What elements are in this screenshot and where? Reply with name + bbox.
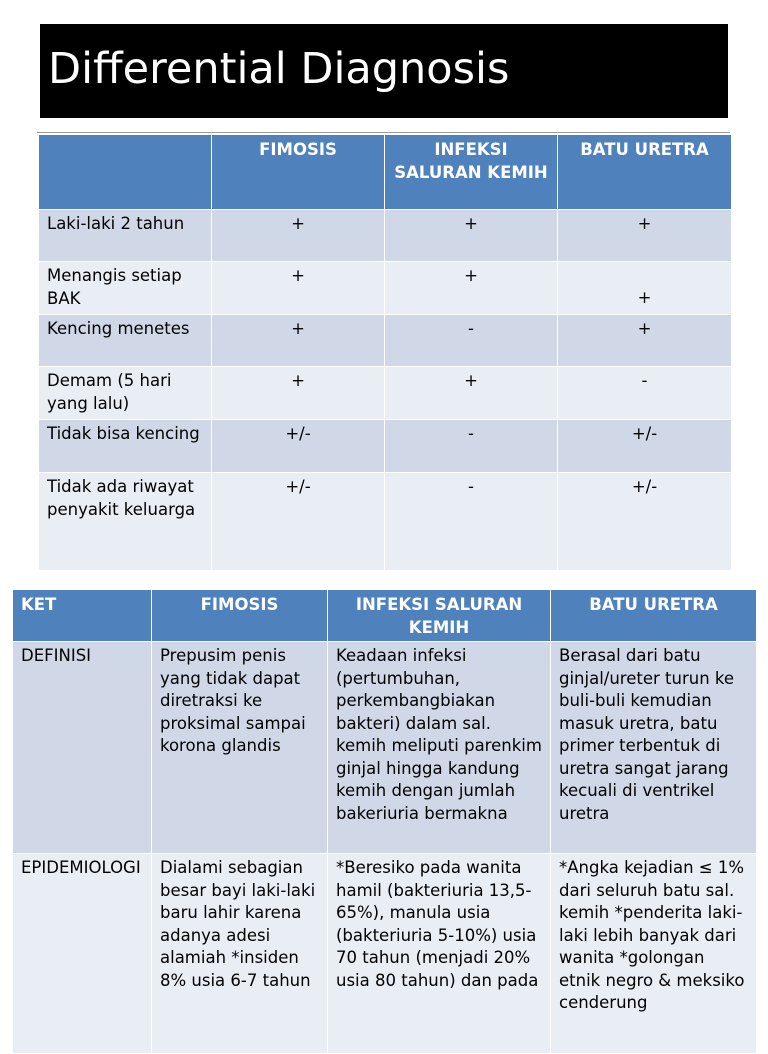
table-header-row: [39, 135, 732, 210]
cell-batu: +/-: [558, 420, 732, 473]
row-label: Demam (5 hari yang lalu): [39, 367, 212, 420]
header-batu-uretra: BATU URETRA: [551, 590, 757, 642]
table-row: [13, 642, 757, 854]
slide-title: Differential Diagnosis: [40, 24, 728, 118]
cell-fimosis: +/-: [212, 420, 385, 473]
table-row: [39, 473, 732, 571]
cell-batu: +: [558, 210, 732, 262]
cell-fimosis: Prepusim penis yang tidak dapat diretraksi ke proksimal sampai korona glandis: [152, 642, 328, 854]
row-label: DEFINISI: [13, 642, 152, 854]
definition-comparison-table: [12, 589, 757, 1054]
row-label: EPIDEMIOLOGI: [13, 854, 152, 1054]
header-fimosis: FIMOSIS: [212, 135, 385, 210]
header-fimosis: FIMOSIS: [152, 590, 328, 642]
cell-batu: *Angka kejadian ≤ 1% dari seluruh batu sal. kemih *penderita laki-laki lebih banyak dari wanita *golongan etnik negro & meksiko cenderung: [551, 854, 757, 1054]
title-divider: [37, 132, 730, 133]
cell-isk: +: [385, 367, 558, 420]
header-empty: [39, 135, 212, 210]
header-ket: KET: [13, 590, 152, 642]
cell-isk: -: [385, 420, 558, 473]
cell-isk: +: [385, 210, 558, 262]
table-header-row: [13, 590, 757, 642]
row-label: Tidak ada riwayat penyakit keluarga: [39, 473, 212, 571]
row-label: Kencing menetes: [39, 315, 212, 367]
table-row: [39, 262, 732, 315]
cell-fimosis: +/-: [212, 473, 385, 571]
table-row: [39, 367, 732, 420]
cell-fimosis: +: [212, 210, 385, 262]
row-label: Tidak bisa kencing: [39, 420, 212, 473]
cell-fimosis: +: [212, 262, 385, 315]
symptom-comparison-table: [38, 134, 732, 571]
cell-isk: *Beresiko pada wanita hamil (bakteriuria 13,5-65%), manula usia (bakteriuria 5-10%) usia 70 tahun (menjadi 20% usia 80 tahun) dan pada: [328, 854, 551, 1054]
cell-isk: +: [385, 262, 558, 315]
cell-batu: [558, 262, 732, 315]
header-isk: INFEKSI SALURAN KEMIH: [385, 135, 558, 210]
cell-batu-value: +: [637, 288, 652, 307]
row-label: Laki-laki 2 tahun: [39, 210, 212, 262]
cell-isk: -: [385, 315, 558, 367]
cell-isk: Keadaan infeksi (pertumbuhan, perkembangbiakan bakteri) dalam sal. kemih meliputi parenkim ginjal hingga kandung kemih dengan jumlah bakeriuria bermakna: [328, 642, 551, 854]
cell-batu: Berasal dari batu ginjal/ureter turun ke buli-buli kemudian masuk uretra, batu primer terbentuk di uretra sangat jarang kecuali di ventrikel uretra: [551, 642, 757, 854]
table-row: [39, 210, 732, 262]
cell-batu: -: [558, 367, 732, 420]
row-label: Menangis setiap BAK: [39, 262, 212, 315]
table-row: [39, 315, 732, 367]
cell-batu: +: [558, 315, 732, 367]
header-isk: INFEKSI SALURAN KEMIH: [328, 590, 551, 642]
cell-fimosis: Dialami sebagian besar bayi laki-laki baru lahir karena adanya adesi alamiah *insiden 8% usia 6-7 tahun: [152, 854, 328, 1054]
header-batu-uretra: BATU URETRA: [558, 135, 732, 210]
cell-isk: -: [385, 473, 558, 571]
table-row: [39, 420, 732, 473]
cell-fimosis: +: [212, 315, 385, 367]
cell-batu: +/-: [558, 473, 732, 571]
cell-fimosis: +: [212, 367, 385, 420]
